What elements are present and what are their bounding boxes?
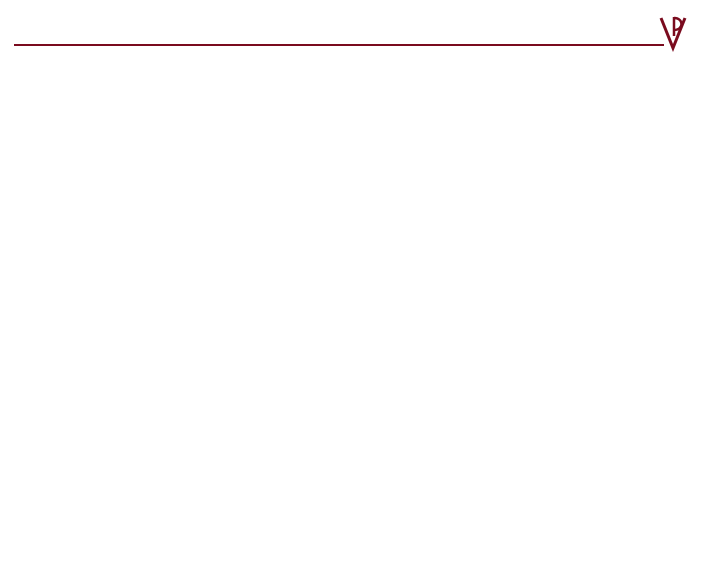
brand-logo-icon: [658, 14, 688, 52]
header-rule: [14, 44, 664, 46]
